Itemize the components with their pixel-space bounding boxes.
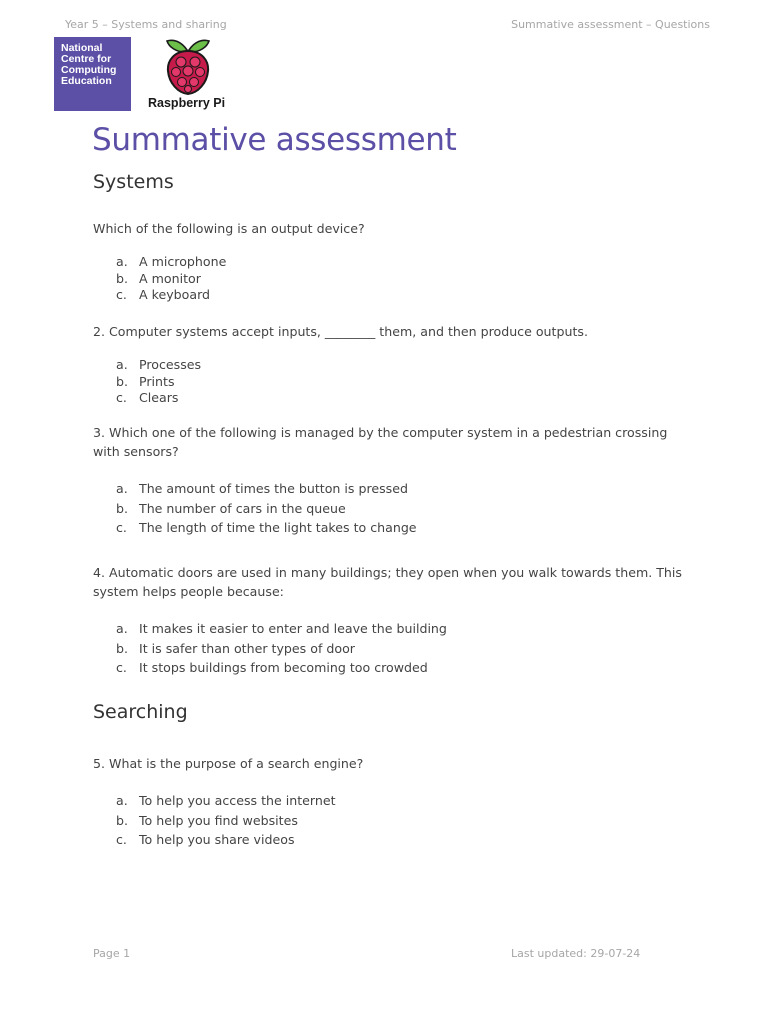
question-3-text: 3. Which one of the following is managed by the computer system in a pedestrian crossing with sensors? [93, 425, 668, 459]
ncce-logo-line: Centre for [61, 53, 112, 65]
footer-page-number: Page 1 [93, 947, 131, 960]
answer-option[interactable] [93, 619, 447, 639]
option-text: A keyboard [139, 287, 211, 303]
ncce-logo-line: Education [61, 75, 112, 87]
answer-option[interactable] [93, 287, 226, 304]
option-letter: c. [116, 832, 127, 848]
option-letter: b. [116, 270, 128, 286]
option-text: The number of cars in the queue [139, 500, 346, 516]
answer-option[interactable] [93, 499, 417, 519]
answer-option[interactable] [93, 357, 201, 374]
option-letter: b. [116, 812, 128, 828]
option-letter: b. [116, 640, 128, 656]
option-letter: c. [116, 390, 127, 406]
option-letter: a. [116, 621, 128, 636]
question-2-text: 2. Computer systems accept inputs, ________ them, and then produce outputs. [93, 324, 588, 339]
option-text: The length of time the light takes to change [139, 520, 417, 536]
raspberry-icon [163, 37, 213, 95]
answer-option[interactable] [93, 271, 226, 288]
option-letter: a. [116, 357, 128, 372]
question-2-options [93, 357, 201, 407]
option-text: A monitor [139, 270, 201, 286]
option-text: Prints [139, 373, 175, 389]
option-text: Processes [139, 357, 202, 372]
option-text: To help you share videos [139, 832, 295, 848]
answer-option[interactable] [93, 479, 417, 499]
answer-option[interactable] [93, 374, 201, 391]
option-letter: c. [116, 520, 127, 536]
option-text: The amount of times the button is pressed [139, 481, 408, 496]
ncce-logo-line: National [61, 42, 103, 54]
section-heading-systems: Systems [93, 171, 174, 193]
answer-option[interactable] [93, 830, 336, 850]
option-text: Clears [139, 390, 179, 406]
option-text: To help you access the internet [139, 793, 336, 808]
question-1-options [93, 254, 226, 304]
question-5-options [93, 791, 336, 850]
answer-option[interactable] [93, 254, 226, 271]
raspberry-pi-wordmark: Raspberry Pi [148, 96, 226, 110]
answer-option[interactable] [93, 390, 201, 407]
option-text: It is safer than other types of door [139, 640, 355, 656]
section-heading-searching: Searching [93, 701, 188, 723]
option-letter: b. [116, 500, 128, 516]
footer-last-updated: Last updated: 29-07-24 [511, 947, 641, 960]
option-text: It makes it easier to enter and leave the building [139, 621, 447, 636]
option-text: To help you find websites [139, 812, 298, 828]
answer-option[interactable] [93, 518, 417, 538]
option-letter: a. [116, 481, 128, 496]
page-title: Summative assessment [92, 122, 457, 158]
question-5-text: 5. What is the purpose of a search engine? [93, 756, 364, 771]
answer-option[interactable] [93, 658, 447, 678]
option-letter: c. [116, 287, 127, 303]
option-letter: c. [116, 660, 127, 676]
header-document-label: Summative assessment – Questions [511, 18, 710, 31]
question-3-options [93, 479, 417, 538]
option-letter: a. [116, 793, 128, 808]
option-text: A microphone [139, 254, 227, 269]
option-letter: a. [116, 254, 128, 269]
answer-option[interactable] [93, 811, 336, 831]
ncce-logo [54, 37, 131, 111]
answer-option[interactable] [93, 639, 447, 659]
option-text: It stops buildings from becoming too crowded [139, 660, 428, 676]
raspberry-pi-logo [148, 37, 230, 113]
ncce-logo-line: Computing [61, 64, 117, 76]
question-1-text: Which of the following is an output device? [93, 221, 365, 236]
answer-option[interactable] [93, 791, 336, 811]
question-4-text: 4. Automatic doors are used in many buildings; they open when you walk towards them. This system helps people because: [93, 565, 682, 599]
header-course-label: Year 5 – Systems and sharing [65, 18, 227, 31]
question-4-options [93, 619, 447, 678]
option-letter: b. [116, 373, 128, 389]
